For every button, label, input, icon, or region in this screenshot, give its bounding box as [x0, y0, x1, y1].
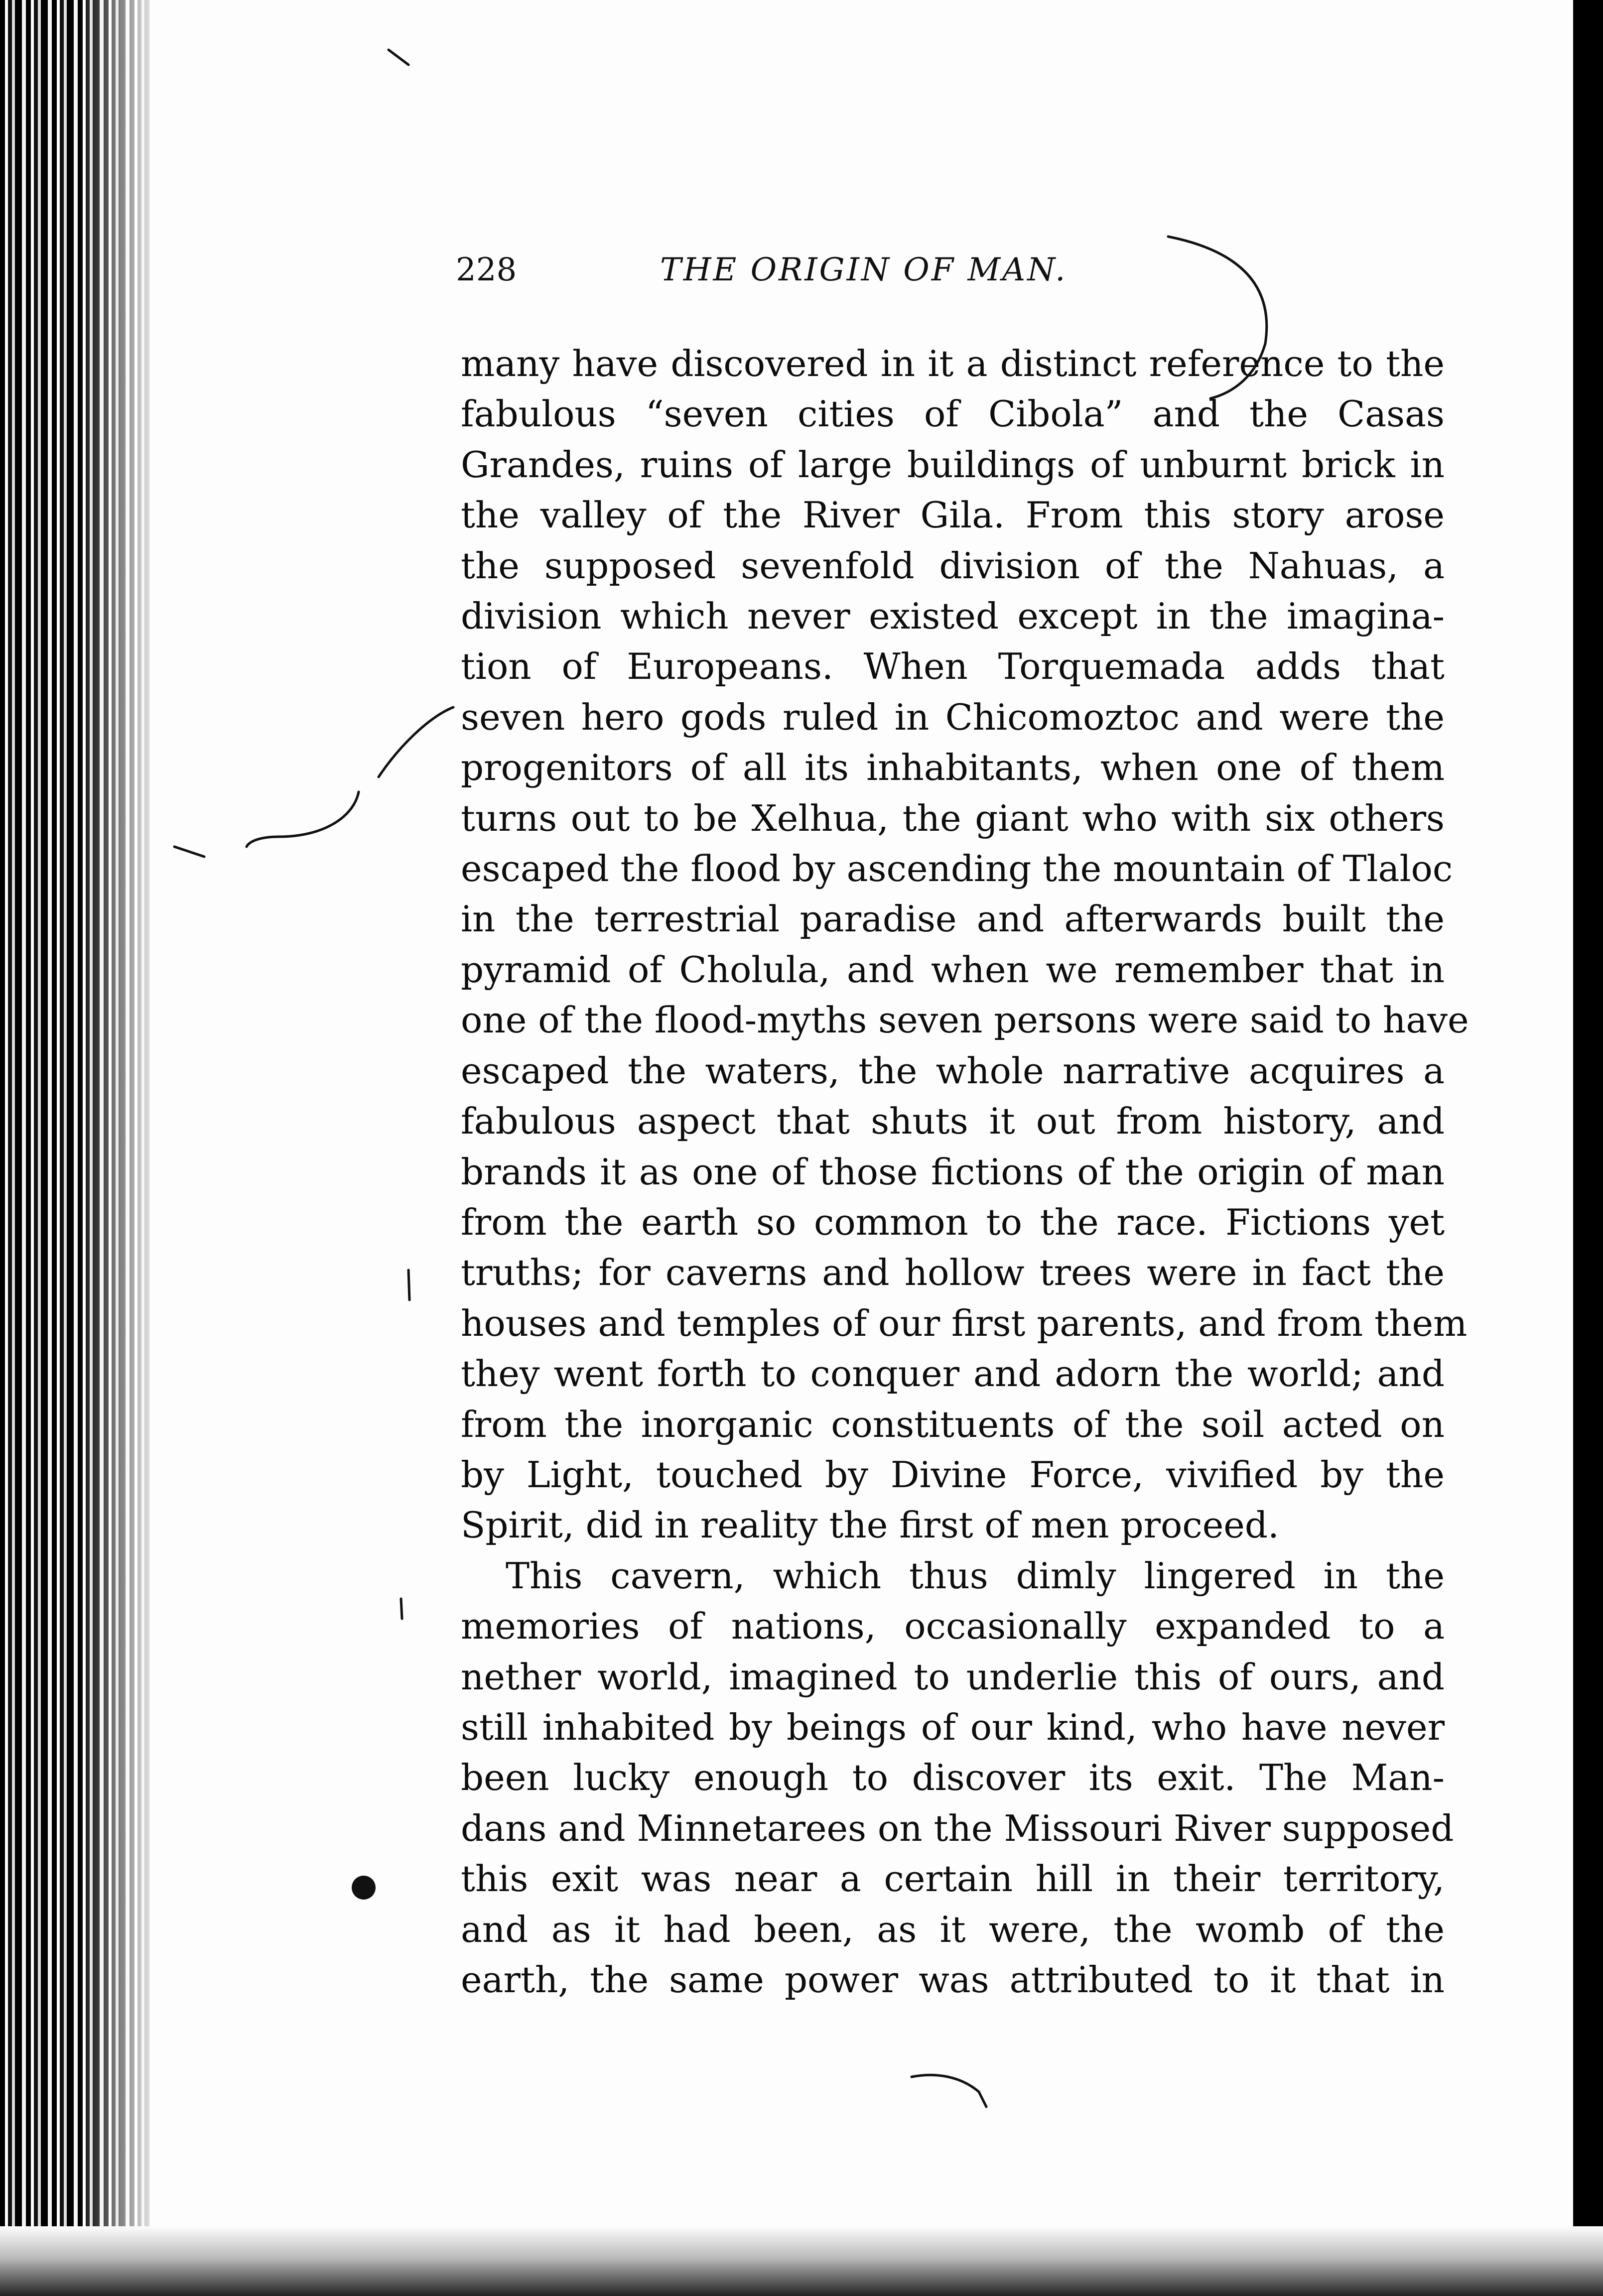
text-line: seven hero gods ruled in Chicomoztoc and were the	[461, 696, 1445, 738]
scan-right-border	[1573, 0, 1603, 2296]
running-head: THE ORIGIN OF MAN.	[660, 252, 1068, 288]
text-line: and as it had been, as it were, the womb of the	[461, 1908, 1445, 1950]
text-line: This cavern, which thus dimly lingered in the	[506, 1554, 1445, 1597]
text-line: brands it as one of those fictions of the origin of man	[461, 1150, 1445, 1193]
text-line: nether world, imagined to underlie this of ours, and	[461, 1656, 1445, 1698]
page-header	[456, 252, 1442, 296]
text-line: from the inorganic constituents of the soil acted on	[461, 1403, 1445, 1445]
text-line: Spirit, did in reality the first of men proceed.	[461, 1504, 1279, 1546]
text-line: this exit was near a certain hill in their territory,	[461, 1858, 1445, 1900]
body-text	[461, 339, 1469, 2005]
margin-squiggle-mark	[379, 707, 453, 777]
text-line: truths; for caverns and hollow trees were in fact the	[461, 1252, 1445, 1294]
text-line: dans and Minnetarees on the Missouri River supposed	[461, 1807, 1454, 1849]
text-line: the valley of the River Gila. From this story arose	[461, 494, 1445, 536]
scan-bottom-border	[0, 2226, 1603, 2296]
text-line: Grandes, ruins of large buildings of unburnt brick in	[461, 443, 1445, 486]
margin-tick-mark	[408, 1270, 409, 1300]
binding-shadow	[80, 0, 179, 2296]
text-line: pyramid of Cholula, and when we remember that in	[461, 948, 1445, 991]
text-line: many have discovered in it a distinct reference to the	[461, 343, 1445, 384]
text-line: been lucky enough to discover its exit. The Man-	[461, 1757, 1445, 1799]
text-line: tion of Europeans. When Torquemada adds that	[461, 645, 1445, 688]
text-line: in the terrestrial paradise and afterwards built the	[461, 898, 1445, 940]
text-line: progenitors of all its inhabitants, when one of them	[461, 747, 1445, 789]
text-line: earth, the same power was attributed to it that in	[461, 1959, 1445, 2001]
text-line: fabulous aspect that shuts it out from history, and	[461, 1100, 1445, 1143]
text-line: still inhabited by beings of our kind, who have never	[461, 1706, 1445, 1748]
text-line: escaped the flood by ascending the mountain of Tlaloc	[461, 848, 1453, 890]
text-line: they went forth to conquer and adorn the world; and	[461, 1353, 1445, 1395]
margin-squiggle-mark	[247, 792, 359, 847]
margin-tick-mark	[401, 1599, 402, 1619]
text-line: escaped the waters, the whole narrative acquires a	[461, 1049, 1445, 1092]
text-line: by Light, touched by Divine Force, vivified by the	[461, 1453, 1445, 1496]
ink-blot	[352, 1876, 376, 1900]
bottom-curve-mark	[912, 2075, 986, 2107]
text-line: turns out to be Xelhua, the giant who with six others	[461, 797, 1445, 839]
page-number: 228	[456, 252, 517, 288]
text-line: the supposed sevenfold division of the Nahuas, a	[461, 544, 1445, 587]
text-line: houses and temples of our first parents, and from them	[461, 1302, 1468, 1344]
text-line: division which never existed except in the imagina-	[461, 595, 1445, 638]
text-line: one of the flood-myths seven persons were said to have	[461, 999, 1469, 1041]
margin-tick-mark	[389, 50, 408, 65]
text-line: from the earth so common to the race. Fictions yet	[461, 1201, 1445, 1243]
text-line: memories of nations, occasionally expanded to a	[461, 1605, 1445, 1648]
text-line: fabulous “seven cities of Cibola” and the Casas	[461, 393, 1445, 435]
